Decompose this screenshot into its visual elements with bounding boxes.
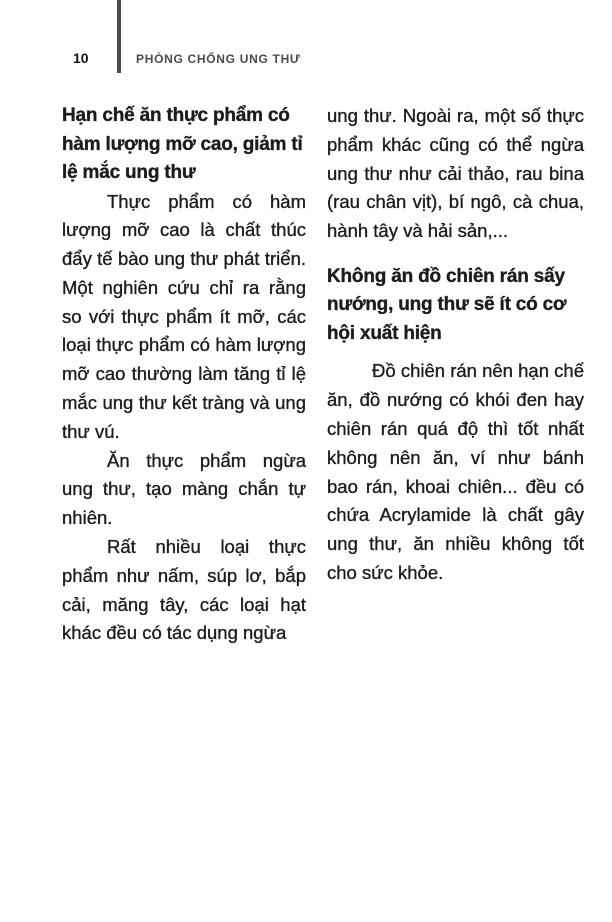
paragraph-continuation: ung thư. Ngoài ra, một số thực phẩm khác cũng có thể ngừa ung thư như cải thảo, rau bina (rau chân vịt), bí ngô, cà chua, hành tây và hải sản,...: [327, 105, 584, 242]
paragraph-fat-foods: Thực phẩm có hàm lượng mỡ cao là chất thúc đẩy tế bào ung thư phát triển. Một nghiên cứu chỉ ra rằng so với thực phẩm ít mỡ, các loại thực phẩm có hàm lượng mỡ cao thường làm tăng tỉ lệ mắc ung thư kết tràng và ung thư vú.: [62, 190, 306, 442]
paragraph-protective-foods: Ăn thực phẩm ngừa ung thư, tạo màng chắn tự nhiên.: [62, 449, 306, 529]
text-columns: [62, 102, 584, 648]
page-number: 10: [73, 50, 89, 66]
section-heading-fried-foods: Không ăn đồ chiên rán sấy nướng, ung thư sẽ ít có cơ hội xuất hiện: [327, 265, 567, 344]
header-divider: [117, 0, 121, 73]
paragraph-food-examples: Rất nhiều loại thực phẩm như nấm, súp lơ, bắp cải, măng tây, các loại hạt khác đều có tác dụng ngừa: [62, 536, 306, 644]
paragraph-fried-food-risks: Đồ chiên rán nên hạn chế ăn, đồ nướng có khói đen hay chiên rán quá độ thì tốt nhất không nên ăn, ví như bánh bao rán, khoai chiên... đều có chứa Acrylamide là chất gây ung thư, ăn nhiều không tốt cho sức khỏe.: [327, 360, 584, 584]
right-column: [327, 102, 584, 648]
left-column: [62, 102, 306, 648]
running-title: PHÒNG CHỐNG UNG THƯ: [136, 52, 301, 66]
section-heading-fat-limit: Hạn chế ăn thực phẩm có hàm lượng mỡ cao, giảm tỉ lệ mắc ung thư: [62, 105, 303, 183]
